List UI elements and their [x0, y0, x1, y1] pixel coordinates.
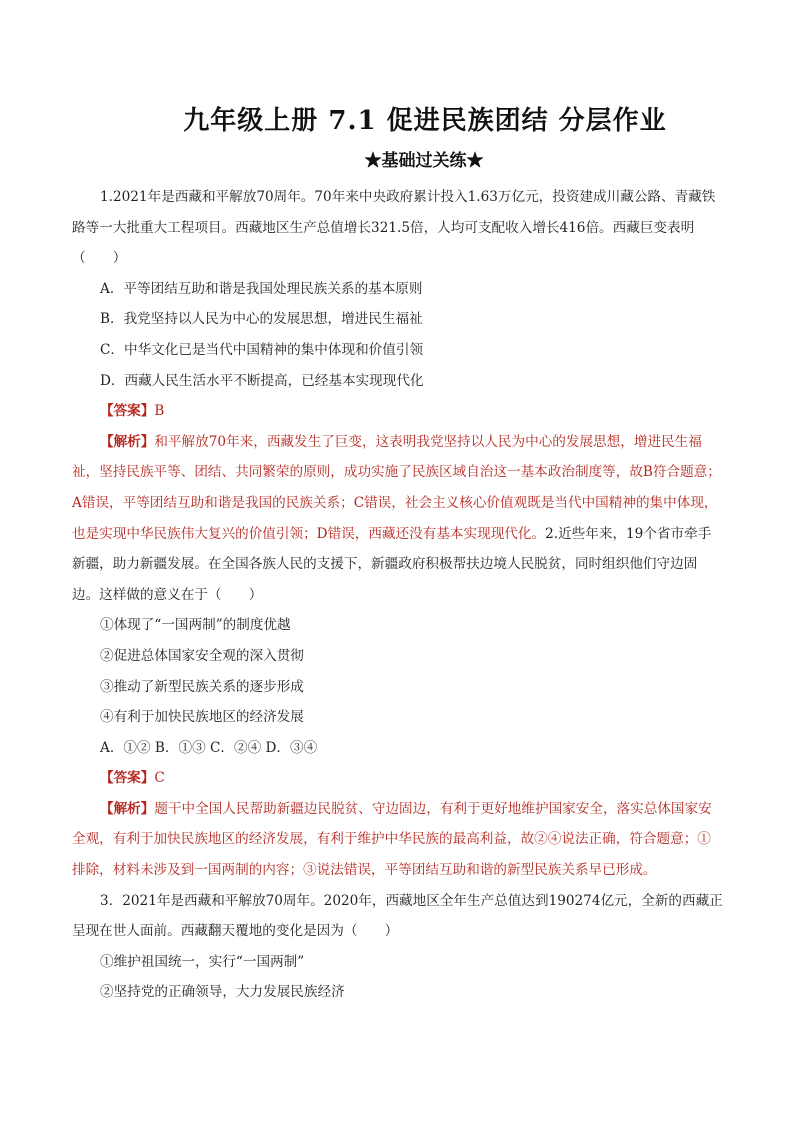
answer-value: B — [154, 403, 165, 420]
question-1-option-b: B．我党坚持以人民为中心的发展思想，增进民生福祉 — [100, 311, 423, 328]
question-3-stem: 3．2021年是西藏和平解放70周年。2020年，西藏地区全年生产总值达到190274亿元，全新的西藏正呈现在世人面前。西藏翻天覆地的变化是因为（ ） — [72, 892, 723, 940]
question-1-analysis — [72, 427, 724, 611]
question-3-item-2: ②坚持党的正确领导，大力发展民族经济 — [100, 984, 345, 1001]
question-2-options: A．①② B．①③ C．②④ D．③④ — [100, 739, 318, 756]
document-body — [72, 182, 724, 1008]
answer-value: C — [154, 770, 165, 787]
question-3-item-1: ①维护祖国统一，实行“一国两制” — [100, 953, 305, 970]
analysis-text: 和平解放70年来，西藏发生了巨变，这表明我党坚持以人民为中心的发展思想，增进民生福祉，坚持民族平等、团结、共同繁荣的原则，成功实施了民族区域自治这一基本政治制度等，故B符合题意；A错误，平等团结互助和谐是我国的民族关系；C错误，社会主义核心价值观既是当代中国精神的集中体现，也是实现中华民族伟大复兴的价值引领；D错误，西藏还没有基本实现现代化。 — [72, 433, 721, 542]
question-1-stem: 1.2021年是西藏和平解放70周年。70年来中央政府累计投入1.63万亿元，投资建成川藏公路、青藏铁路等一大批重大工程项目。西藏地区生产总值增长321.5倍，人均可支配收入增长416倍。西藏巨变表明（ ） — [72, 189, 716, 267]
question-2-analysis — [72, 794, 724, 886]
question-2-item-1: ①体现了“一国两制”的制度优越 — [100, 617, 291, 634]
question-1-option-a: A．平等团结互助和谐是我国处理民族关系的基本原则 — [100, 280, 423, 297]
question-2-stem: 2.近些年来，19个省市牵手新疆，助力新疆发展。在全国各族人民的支援下，新疆政府积极帮扶边境人民脱贫，同时组织他们守边固边。这样做的意义在于（ ） — [72, 525, 712, 603]
analysis-tag: 【解析】 — [100, 800, 155, 817]
question-1-option-d: D．西藏人民生活水平不断提高，已经基本实现现代化 — [100, 372, 424, 389]
analysis-text: 题干中全国人民帮助新疆边民脱贫、守边固边，有利于更好地维护国家安全，落实总体国家安全观，有利于加快民族地区的经济发展，有利于维护中华民族的最高利益，故②④说法正确，符合题意；①排除，材料未涉及到一国两制的内容；③说法错误，平等团结互助和谐的新型民族关系早已形成。 — [72, 800, 712, 879]
section-subtitle: ★基础过关练★ — [364, 151, 484, 171]
page-title: 九年级上册 7.1 促进民族团结 分层作业 — [183, 106, 667, 136]
question-2-item-2: ②促进总体国家安全观的深入贯彻 — [100, 647, 304, 664]
answer-tag: 【答案】 — [100, 770, 155, 787]
question-1-answer — [72, 396, 724, 427]
question-2-answer — [72, 763, 724, 794]
question-2-item-3: ③推动了新型民族关系的逐步形成 — [100, 678, 304, 695]
answer-tag: 【答案】 — [100, 403, 155, 420]
question-1-option-c: C．中华文化已是当代中国精神的集中体现和价值引领 — [100, 341, 424, 358]
question-2-item-4: ④有利于加快民族地区的经济发展 — [100, 709, 304, 726]
analysis-tag: 【解析】 — [100, 433, 155, 450]
